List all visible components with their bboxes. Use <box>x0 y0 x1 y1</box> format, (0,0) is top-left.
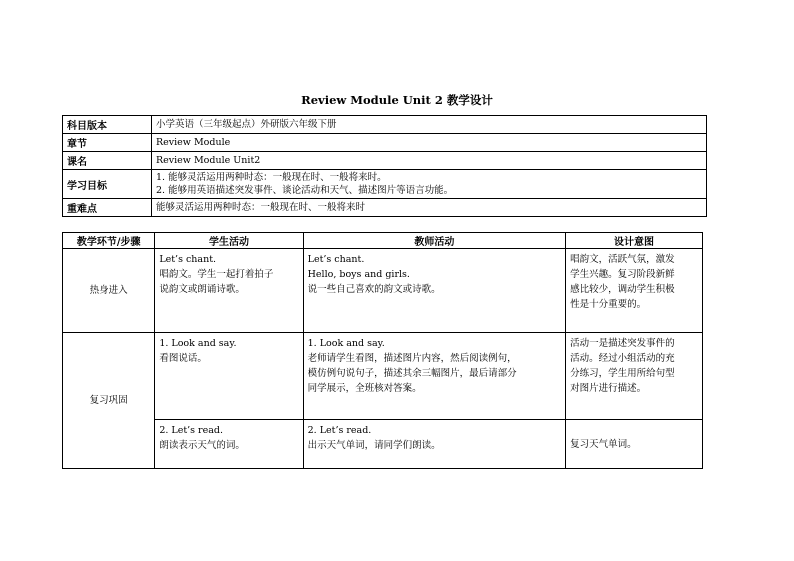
info-row-subject <box>63 116 707 134</box>
objective-line: 1. 能够灵活运用两种时态：一般现在时、一般将来时。 <box>156 172 387 183</box>
design-intent-cell <box>566 333 703 420</box>
column-header: 教学环节/步骤 <box>63 233 155 249</box>
text-line: 复习天气单词。 <box>570 438 637 450</box>
text-line: 分练习，学生用所给句型 <box>570 368 675 379</box>
document-title: Review Module Unit 2 教学设计 <box>301 93 493 107</box>
info-value: 能够灵活运用两种时态：一般现在时、一般将来时 <box>152 199 707 217</box>
text-line: 说韵文或朗诵诗歌。 <box>159 284 245 295</box>
text-line: 性是十分重要的。 <box>570 299 647 310</box>
info-value: 小学英语（三年级起点）外研版六年级下册 <box>152 116 707 134</box>
text-line: 唱韵文，活跃气氛，激发 <box>570 254 675 265</box>
info-value <box>152 170 707 199</box>
text-line: 活动一是描述突发事件的 <box>570 338 675 349</box>
student-activity-cell <box>155 333 303 420</box>
step-cell: 复习巩固 <box>63 333 155 469</box>
table-row-review-b <box>63 420 703 469</box>
text-line: 出示天气单词，请同学们朗读。 <box>307 440 441 451</box>
info-label: 重难点 <box>63 199 152 217</box>
text-line: 学生兴趣。复习阶段新鲜 <box>570 269 675 280</box>
design-intent-cell <box>566 249 703 333</box>
text-line: 朗读表示天气的词。 <box>159 440 245 451</box>
info-label: 章节 <box>63 134 152 152</box>
info-value: Review Module <box>152 134 707 152</box>
student-activity-cell <box>155 249 303 333</box>
column-header: 设计意图 <box>566 233 703 249</box>
objective-line: 2. 能够用英语描述突发事件、谈论活动和天气、描述图片等语言功能。 <box>156 185 454 196</box>
table-row-review-a <box>63 333 703 420</box>
text-line: Hello, boys and girls. <box>307 269 410 280</box>
text-line: 说一些自己喜欢的韵文或诗歌。 <box>307 284 441 295</box>
column-header: 学生活动 <box>155 233 303 249</box>
info-label: 学习目标 <box>63 170 152 199</box>
text-line: 模仿例句说句子，描述其余三幅图片，最后请部分 <box>307 368 517 379</box>
text-line: 同学展示，全班核对答案。 <box>307 383 422 394</box>
text-line: Let’s chant. <box>159 254 217 265</box>
text-line: Let’s chant. <box>307 254 365 265</box>
info-label: 课名 <box>63 152 152 170</box>
info-row-chapter <box>63 134 707 152</box>
process-header-row <box>63 233 703 249</box>
info-row-key-points <box>63 199 707 217</box>
info-label: 科目版本 <box>63 116 152 134</box>
text-line: 看图说话。 <box>159 353 207 364</box>
text-line: 1. Look and say. <box>159 338 237 349</box>
text-line: 2. Let’s read. <box>159 425 223 436</box>
text-line: 感比较少，调动学生积极 <box>570 284 675 295</box>
teaching-process-table <box>62 232 703 469</box>
text-line: 老师请学生看图，描述图片内容，然后阅读例句， <box>307 353 517 364</box>
teacher-activity-cell <box>303 249 565 333</box>
teacher-activity-cell <box>303 420 565 469</box>
text-line: 1. Look and say. <box>307 338 385 349</box>
course-info-table <box>62 115 707 217</box>
step-cell: 热身进入 <box>63 249 155 333</box>
design-intent-cell <box>566 420 703 469</box>
text-line: 对图片进行描述。 <box>570 383 647 394</box>
info-row-lesson <box>63 152 707 170</box>
text-line: 2. Let’s read. <box>307 425 372 436</box>
text-line: 唱韵文。学生一起打着拍子 <box>159 269 274 280</box>
student-activity-cell <box>155 420 303 469</box>
text-line: 活动。经过小组活动的充 <box>570 353 675 364</box>
teacher-activity-cell <box>303 333 565 420</box>
info-value: Review Module Unit2 <box>152 152 707 170</box>
column-header: 教师活动 <box>303 233 565 249</box>
info-row-objectives <box>63 170 707 199</box>
table-row-warmup <box>63 249 703 333</box>
